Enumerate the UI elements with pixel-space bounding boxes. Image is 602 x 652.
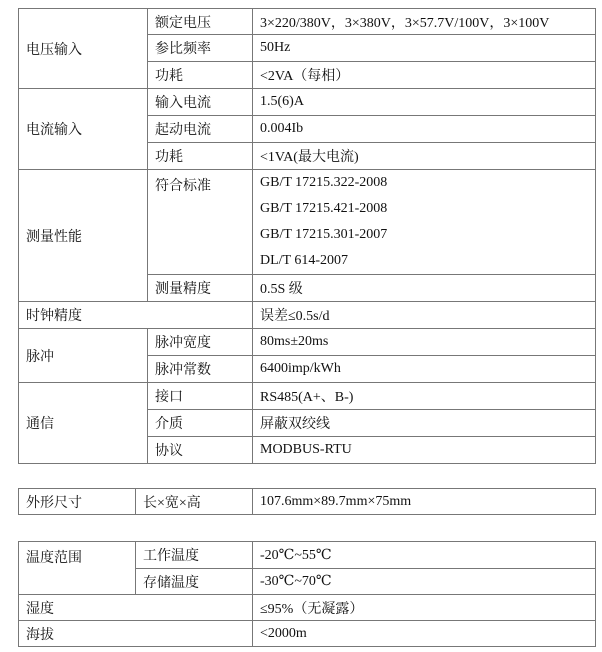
humidity-value: ≤95%（无凝露） — [253, 595, 596, 621]
standard-item: DL/T 614-2007 — [260, 253, 349, 268]
protocol-value: MODBUS-RTU — [253, 437, 596, 464]
accuracy-value: 0.5S 级 — [253, 275, 596, 302]
storage-temp-label: 存储温度 — [136, 569, 253, 595]
pulse-constant-value: 6400imp/kWh — [253, 356, 596, 383]
medium-label: 介质 — [148, 410, 253, 437]
spec-table-dimensions — [18, 488, 596, 515]
pulse-group-label: 脉冲 — [19, 329, 148, 383]
current-power-label: 功耗 — [148, 143, 253, 170]
dimensions-label: 外形尺寸 — [19, 489, 136, 515]
ref-frequency-label: 参比频率 — [148, 35, 253, 62]
storage-temp-value: -30℃~70℃ — [253, 569, 596, 595]
protocol-label: 协议 — [148, 437, 253, 464]
altitude-value: <2000m — [253, 621, 596, 647]
interface-label: 接口 — [148, 383, 253, 410]
pulse-constant-label: 脉冲常数 — [148, 356, 253, 383]
humidity-label: 湿度 — [19, 595, 253, 621]
medium-value: 屏蔽双绞线 — [253, 410, 596, 437]
input-current-label: 输入电流 — [148, 89, 253, 116]
work-temp-label: 工作温度 — [136, 542, 253, 569]
rated-voltage-value: 3×220/380V，3×380V，3×57.7V/100V，3×100V — [253, 9, 596, 35]
current-power-value: <1VA(最大电流) — [253, 143, 596, 170]
clock-accuracy-label: 时钟精度 — [19, 302, 253, 329]
standards-list — [253, 170, 596, 275]
dimensions-sub-label: 长×宽×高 — [136, 489, 253, 515]
start-current-label: 起动电流 — [148, 116, 253, 143]
standard-item: GB/T 17215.301-2007 — [260, 227, 388, 242]
voltage-group-label: 电压输入 — [19, 9, 148, 89]
accuracy-label: 测量精度 — [148, 275, 253, 302]
clock-accuracy-value: 误差≤0.5s/d — [253, 302, 596, 329]
ref-frequency-value: 50Hz — [253, 35, 596, 62]
measure-group-label: 测量性能 — [19, 170, 148, 302]
spec-table-environment — [18, 541, 596, 647]
dimensions-value: 107.6mm×89.7mm×75mm — [253, 489, 596, 515]
standard-item: GB/T 17215.421-2008 — [260, 201, 388, 216]
temperature-group-label: 温度范围 — [19, 542, 136, 595]
start-current-value: 0.004Ib — [253, 116, 596, 143]
voltage-power-label: 功耗 — [148, 62, 253, 89]
rated-voltage-label: 额定电压 — [148, 9, 253, 35]
work-temp-value: -20℃~55℃ — [253, 542, 596, 569]
voltage-power-value: <2VA（每相） — [253, 62, 596, 89]
interface-value: RS485(A+、B-) — [253, 383, 596, 410]
input-current-value: 1.5(6)A — [253, 89, 596, 116]
pulse-width-label: 脉冲宽度 — [148, 329, 253, 356]
current-group-label: 电流输入 — [19, 89, 148, 170]
standard-label: 符合标准 — [148, 170, 253, 275]
pulse-width-value: 80ms±20ms — [253, 329, 596, 356]
standard-item: GB/T 17215.322-2008 — [260, 175, 388, 190]
comm-group-label: 通信 — [19, 383, 148, 464]
spec-table-main — [18, 8, 596, 464]
altitude-label: 海拔 — [19, 621, 253, 647]
